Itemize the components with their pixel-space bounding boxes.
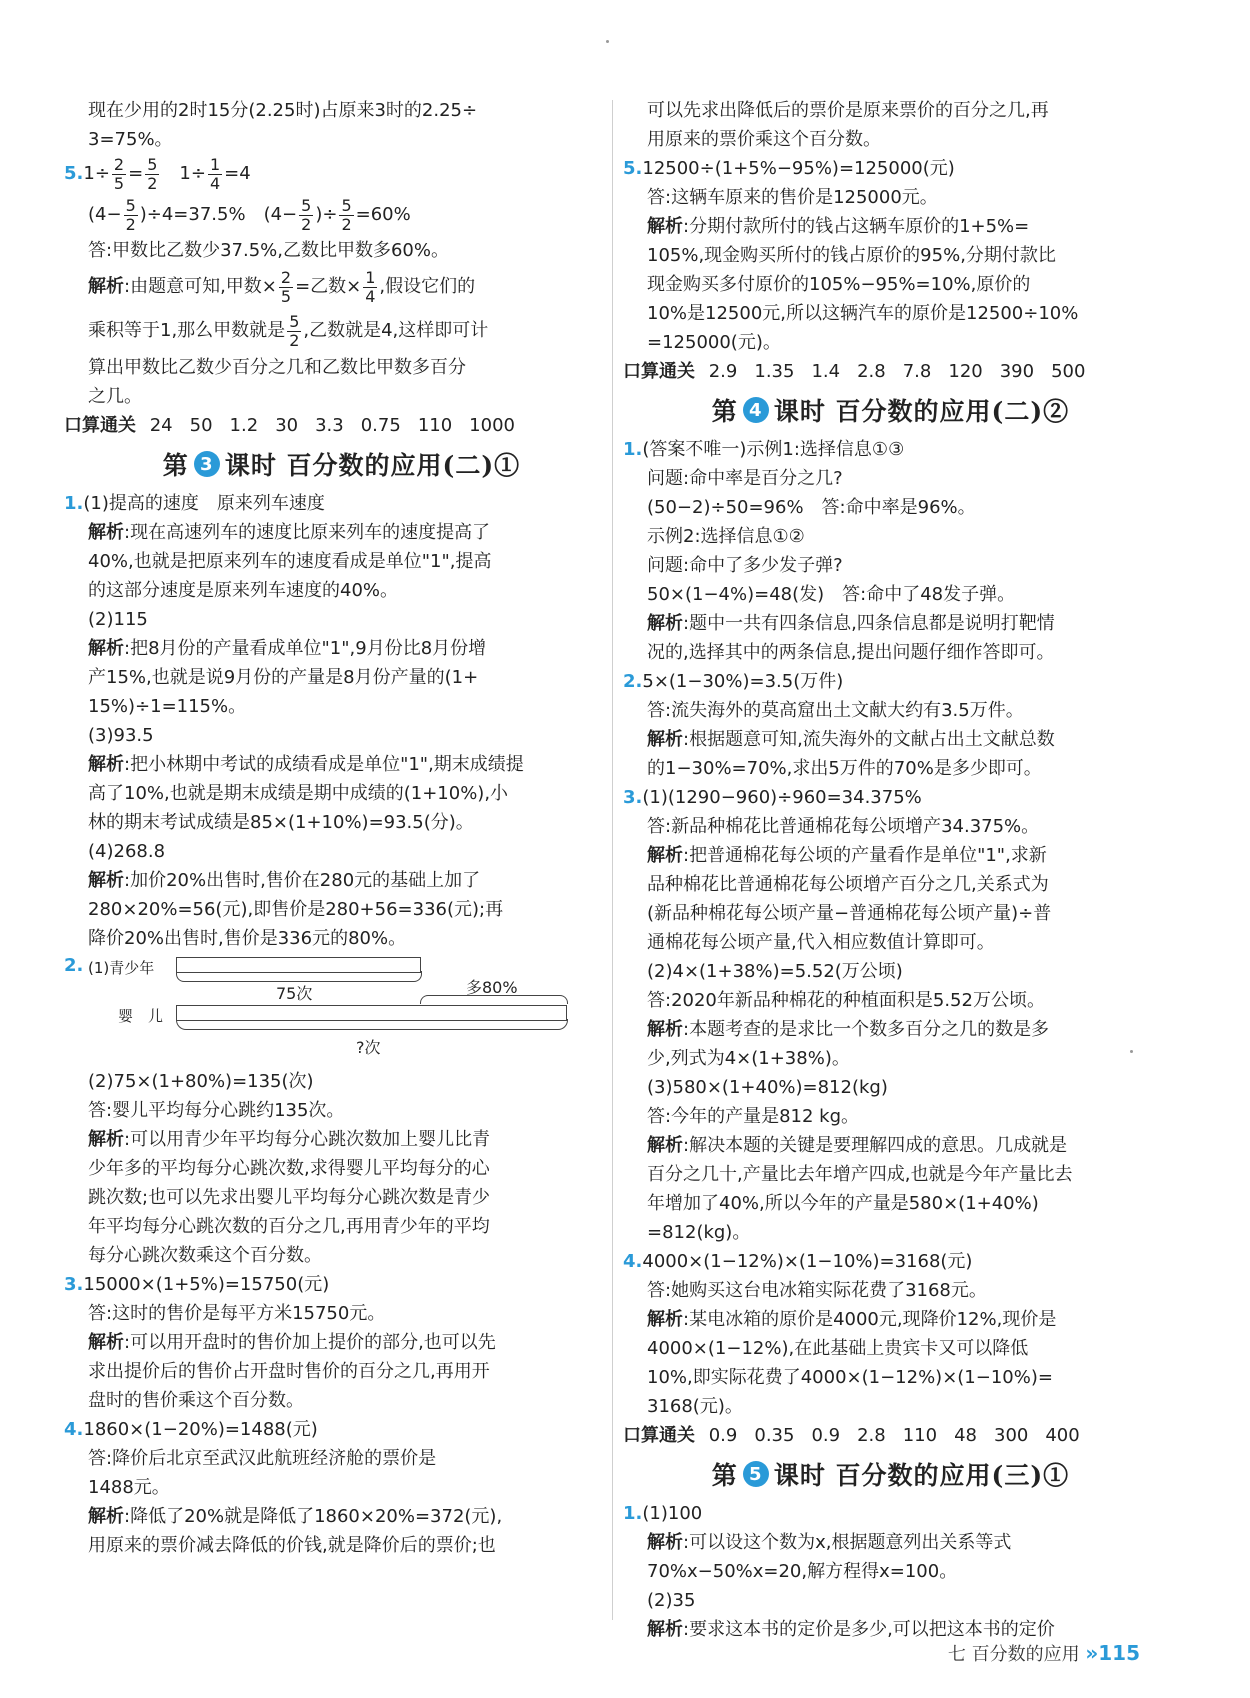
analysis-line: 解析:加价20%出售时,售价在280元的基础上加了 (88, 870, 481, 891)
oral-calc-label: 口算通关 (623, 361, 695, 382)
arrow-icon: » (1085, 1641, 1099, 1665)
diagram-label-infant: 婴 儿 (118, 1007, 164, 1025)
oral-calc-value: 0.75 (360, 415, 401, 436)
question-5 (64, 154, 619, 194)
analysis-line: 解析:解决本题的关键是要理解四成的意思。几成就是 (647, 1135, 1068, 1156)
speck (606, 40, 609, 43)
text-line: 现在少用的2时15分(2.25时)占原来3时的2.25÷ (88, 100, 478, 121)
text-line: (50−2)÷50=96% 答:命中率是96%。 (647, 497, 976, 518)
question-1: 1.(1)提高的速度 原来列车速度 (64, 493, 325, 514)
oral-calc-value: 1.4 (811, 361, 841, 382)
text-line: 每分心跳次数乘这个百分数。 (88, 1245, 322, 1266)
oral-calc-value: 120 (948, 361, 983, 382)
expr: 1÷ (83, 163, 110, 184)
text-line: 示例2:选择信息①② (647, 526, 805, 547)
analysis-line: 解析:可以用开盘时的售价加上提价的部分,也可以先 (88, 1332, 496, 1353)
text-line: (2)75×(1+80%)=135(次) (88, 1071, 314, 1092)
lesson-number-badge: 5 (743, 1461, 769, 1487)
text-line: =812(kg)。 (647, 1222, 751, 1243)
question-number: 2. (64, 955, 84, 976)
answer-line: 答:这时的售价是每平方米15750元。 (88, 1303, 386, 1324)
analysis-line: 解析:把8月份的产量看成单位"1",9月份比8月份增 (88, 638, 487, 659)
text-line: 年平均每分心跳次数的百分之几,再用青少年的平均 (88, 1216, 490, 1237)
text-line: (2)115 (88, 609, 148, 630)
brace (420, 995, 568, 1004)
analysis-line: 解析:把普通棉花每公顷的产量看作是单位"1",求新 (647, 845, 1047, 866)
text-line: 10%是12500元,所以这辆汽车的原价是12500÷10% (647, 303, 1079, 324)
oral-calc-value: 0.35 (754, 1425, 795, 1446)
question-4: 4.1860×(1−20%)=1488(元) (64, 1419, 318, 1440)
page-footer (948, 1640, 1140, 1666)
right-column (623, 96, 1158, 1644)
analysis-line: 乘积等于1,那么甲数就是 $\frac{5}{2}$ ,乙数就是4,这样即可计 (88, 311, 489, 350)
text-line: 现金购买多付原价的105%−95%=10%,原价的 (647, 274, 1031, 295)
expr: = (128, 163, 144, 184)
question-5: 5.12500÷(1+5%−95%)=125000(元) (623, 158, 955, 179)
diagram-label-youth: (1)青少年 (88, 959, 155, 977)
text-line: 用原来的票价乘这个百分数。 (647, 129, 881, 150)
answer-line: 答:流失海外的莫高窟出土文献大约有3.5万件。 (647, 700, 1024, 721)
fraction: $\frac{1}{4}$ (209, 154, 221, 193)
text-line: 少,列式为4×(1+38%)。 (647, 1048, 850, 1069)
equation-line: (4− $\frac{5}{2}$ )÷4=37.5% (4− $\frac{5}{2}$ )÷ $\frac{5}{2}$ =60% (88, 195, 411, 234)
analysis-line: 解析:题中一共有四条信息,四条信息都是说明打靶情 (647, 613, 1055, 634)
text-line: 50×(1−4%)=48(发) 答:命中了48发子弹。 (647, 584, 1016, 605)
oral-calc-value: 24 (149, 415, 173, 436)
analysis-line: 解析:可以用青少年平均每分心跳次数加上婴儿比青 (88, 1129, 491, 1150)
oral-calc-row (623, 357, 1158, 387)
oral-calc-value: 7.8 (902, 361, 932, 382)
text-line: 年增加了40%,所以今年的产量是580×(1+40%) (647, 1193, 1039, 1214)
text-line: 1488元。 (88, 1477, 170, 1498)
text-line: 105%,现金购买所付的钱占原价的95%,分期付款比 (647, 245, 1056, 266)
text-line: 40%,也就是把原来列车的速度看成是单位"1",提高 (88, 551, 492, 572)
text-line: 求出提价后的售价占开盘时售价的百分之几,再用开 (88, 1361, 490, 1382)
text-line: 3168(元)。 (647, 1396, 743, 1417)
text-line: 可以先求出降低后的票价是原来票价的百分之几,再 (647, 100, 1049, 121)
text-line: 况的,选择其中的两条信息,提出问题仔细作答即可。 (647, 642, 1055, 663)
text-line: 跳次数;也可以先求出婴儿平均每分心跳次数是青少 (88, 1187, 491, 1208)
answer-line: 答:婴儿平均每分心跳约135次。 (88, 1100, 345, 1121)
lesson-number-badge: 3 (194, 451, 220, 477)
text-line: 3=75%。 (88, 129, 173, 150)
analysis-line: 解析:要求这本书的定价是多少,可以把这本书的定价 (647, 1619, 1055, 1640)
analysis-line: 解析:可以设这个数为x,根据题意列出关系等式 (647, 1532, 1012, 1553)
text-line: 产15%,也就是说9月份的产量是8月份产量的(1+ (88, 667, 479, 688)
analysis-line: 算出甲数比乙数少百分之几和乙数比甲数多百分 (88, 357, 466, 378)
oral-calc-row (623, 1421, 1158, 1451)
oral-calc-value: 2.9 (708, 361, 738, 382)
text-line: 的这部分速度是原来列车速度的40%。 (88, 580, 399, 601)
chapter-title: 七 百分数的应用 (947, 1644, 1080, 1665)
left-column (64, 96, 619, 1560)
oral-calc-value: 1000 (469, 415, 515, 436)
question-3: 3.15000×(1+5%)=15750(元) (64, 1274, 330, 1295)
text-line: (4)268.8 (88, 841, 166, 862)
oral-calc-value: 110 (417, 415, 453, 436)
text-line: 70%x−50%x=20,解方程得x=100。 (647, 1561, 958, 1582)
analysis-line: 解析:把小林期中考试的成绩看成是单位"1",期末成绩提 (88, 754, 524, 775)
oral-calc-value: 400 (1045, 1425, 1080, 1446)
expr: 1÷ (179, 163, 206, 184)
text-line: (2)35 (647, 1590, 696, 1611)
oral-calc-value: 30 (275, 415, 299, 436)
oral-calc-label: 口算通关 (64, 415, 136, 436)
text-line: 问题:命中了多少发子弹? (647, 555, 843, 576)
diagram-label-unknown: ?次 (356, 1038, 381, 1057)
text-line: 通棉花每公顷产量,代入相应数值计算即可。 (647, 932, 995, 953)
text-line: (2)4×(1+38%)=5.52(万公顷) (647, 961, 903, 982)
analysis-line: 解析:分期付款所付的钱占这辆车原价的1+5%= (647, 216, 1030, 237)
answer-line: 答:这辆车原来的售价是125000元。 (647, 187, 938, 208)
fraction: $\frac{2}{5}$ (113, 154, 125, 193)
text-line: 林的期末考试成绩是85×(1+10%)=93.5(分)。 (88, 812, 474, 833)
analysis-line: 解析:根据题意可知,流失海外的文献占出土文献总数 (647, 729, 1055, 750)
oral-calc-value: 0.9 (708, 1425, 738, 1446)
answer-line: 答:2020年新品种棉花的种植面积是5.52万公顷。 (647, 990, 1045, 1011)
question-2: 2.5×(1−30%)=3.5(万件) (623, 671, 844, 692)
analysis-line: 解析:降低了20%就是降低了1860×20%=372(元), (88, 1506, 503, 1527)
text-line: 问题:命中率是百分之几? (647, 468, 843, 489)
oral-calc-value: 3.3 (315, 415, 344, 436)
text-line: 280×20%=56(元),即售价是280+56=336(元);再 (88, 899, 504, 920)
text-line: 4000×(1−12%),在此基础上贵宾卡又可以降低 (647, 1338, 1029, 1359)
text-line: 高了10%,也就是期末成绩是期中成绩的(1+10%),小 (88, 783, 509, 804)
oral-calc-label: 口算通关 (623, 1425, 695, 1446)
oral-calc-value: 500 (1051, 361, 1086, 382)
analysis-line: 解析:现在高速列车的速度比原来列车的速度提高了 (88, 522, 491, 543)
text-line: 盘时的售价乘这个百分数。 (88, 1390, 304, 1411)
lesson-heading-3: 第 3 课时 百分数的应用(二)① (162, 451, 521, 480)
question-1: 1.(1)100 (623, 1503, 703, 1524)
answer-line: 答:她购买这台电冰箱实际花费了3168元。 (647, 1280, 987, 1301)
oral-calc-value: 300 (994, 1425, 1029, 1446)
question-4: 4.4000×(1−12%)×(1−10%)=3168(元) (623, 1251, 973, 1272)
answer-line: 答:甲数比乙数少37.5%,乙数比甲数多60%。 (88, 240, 449, 261)
text-line: 品种棉花比普通棉花每公顷增产百分之几,关系式为 (647, 874, 1049, 895)
question-number: 5. (64, 163, 84, 184)
text-line: 降价20%出售时,售价是336元的80%。 (88, 928, 407, 949)
page-number: 115 (1098, 1641, 1140, 1665)
text-line: 的1−30%=70%,求出5万件的70%是多少即可。 (647, 758, 1042, 779)
lesson-heading-4: 第 4 课时 百分数的应用(二)② (711, 397, 1070, 426)
answer-line: 答:降价后北京至武汉此航班经济舱的票价是 (88, 1448, 437, 1469)
text-line: 用原来的票价减去降低的价钱,就是降价后的票价;也 (88, 1535, 496, 1556)
oral-calc-value: 110 (902, 1425, 938, 1446)
text-line: 10%,即实际花费了4000×(1−12%)×(1−10%)= (647, 1367, 1053, 1388)
oral-calc-value: 2.8 (857, 361, 886, 382)
answer-line: 答:新品种棉花比普通棉花每公顷增产34.375%。 (647, 816, 1040, 837)
oral-calc-value: 1.35 (754, 361, 795, 382)
lesson-number-badge: 4 (743, 397, 769, 423)
lesson-heading-5: 第 5 课时 百分数的应用(三)① (711, 1461, 1070, 1490)
question-1: 1.(答案不唯一)示例1:选择信息①③ (623, 439, 905, 460)
text-line: (3)93.5 (88, 725, 154, 746)
line-segment-diagram (64, 955, 619, 1065)
oral-calc-value: 48 (954, 1425, 977, 1446)
text-line: 15%)÷1=115%。 (88, 696, 247, 717)
expr: =4 (224, 163, 251, 184)
analysis-line: 解析:某电冰箱的原价是4000元,现降价12%,现价是 (647, 1309, 1057, 1330)
text-line: 少年多的平均每分心跳次数,求得婴儿平均每分的心 (88, 1158, 490, 1179)
oral-calc-value: 50 (189, 415, 213, 436)
text-line: 百分之几十,产量比去年增产四成,也就是今年产量比去 (647, 1164, 1073, 1185)
text-line: =125000(元)。 (647, 332, 781, 353)
question-3: 3.(1)(1290−960)÷960=34.375% (623, 787, 922, 808)
diagram-label-80: 多80% (466, 978, 518, 997)
oral-calc-value: 0.9 (811, 1425, 841, 1446)
oral-calc-value: 2.8 (857, 1425, 886, 1446)
analysis-line: 之几。 (88, 386, 142, 407)
diagram-label-75: 75次 (276, 984, 313, 1003)
oral-calc-row (64, 411, 619, 441)
answer-line: 答:今年的产量是812 kg。 (647, 1106, 859, 1127)
analysis-line: 解析:由题意可知,甲数× $\frac{2}{5}$ =乙数× $\frac{1}{4}$ ,假设它们的 (88, 267, 476, 306)
text-line: (3)580×(1+40%)=812(kg) (647, 1077, 888, 1098)
fraction: $\frac{5}{2}$ (147, 154, 158, 193)
text-line: (新品种棉花每公顷产量−普通棉花每公顷产量)÷普 (647, 903, 1052, 924)
analysis-line: 解析:本题考查的是求比一个数多百分之几的数是多 (647, 1019, 1050, 1040)
oral-calc-value: 1.2 (229, 415, 259, 436)
oral-calc-value: 390 (999, 361, 1035, 382)
brace (176, 1019, 568, 1030)
